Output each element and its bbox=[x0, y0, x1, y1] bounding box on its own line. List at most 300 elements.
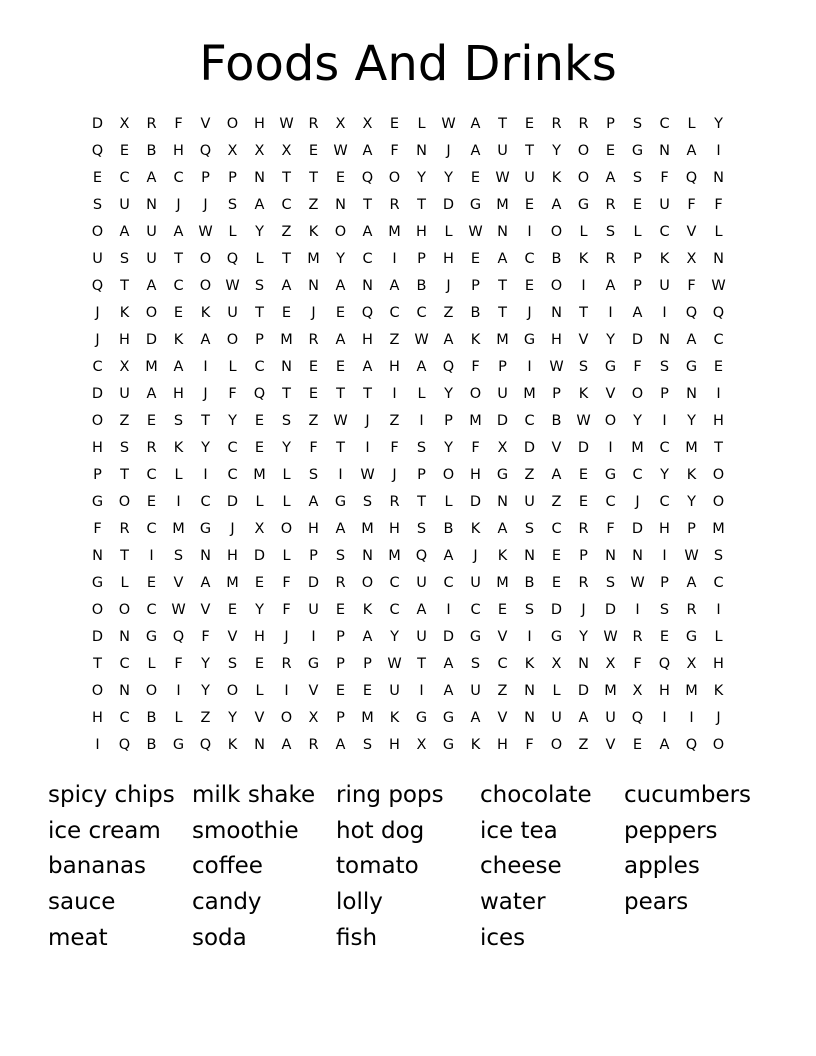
grid-letter[interactable]: G bbox=[523, 332, 536, 348]
grid-letter[interactable]: N bbox=[524, 548, 535, 564]
grid-letter[interactable]: L bbox=[255, 251, 264, 267]
grid-letter[interactable]: C bbox=[119, 710, 130, 726]
grid-letter[interactable]: Q bbox=[199, 737, 212, 753]
grid-letter[interactable]: D bbox=[226, 494, 239, 510]
grid-letter[interactable]: S bbox=[173, 413, 184, 429]
grid-letter[interactable]: H bbox=[389, 359, 400, 375]
grid-letter[interactable]: D bbox=[550, 602, 563, 618]
grid-letter[interactable]: A bbox=[146, 386, 157, 402]
grid-letter[interactable]: H bbox=[254, 629, 265, 645]
grid-letter[interactable]: I bbox=[392, 386, 397, 402]
grid-letter[interactable]: Y bbox=[444, 170, 453, 186]
grid-letter[interactable]: V bbox=[497, 629, 508, 645]
grid-letter[interactable]: O bbox=[91, 683, 104, 699]
grid-letter[interactable]: S bbox=[578, 359, 589, 375]
grid-letter[interactable]: Y bbox=[201, 683, 210, 699]
grid-letter[interactable]: M bbox=[496, 197, 509, 213]
grid-letter[interactable]: P bbox=[93, 467, 102, 483]
grid-letter[interactable]: D bbox=[253, 548, 266, 564]
grid-letter[interactable]: O bbox=[712, 737, 725, 753]
grid-letter[interactable]: T bbox=[417, 656, 426, 672]
grid-letter[interactable]: E bbox=[659, 629, 670, 645]
grid-letter[interactable]: A bbox=[443, 656, 454, 672]
grid-letter[interactable]: S bbox=[659, 359, 670, 375]
grid-letter[interactable]: O bbox=[712, 467, 725, 483]
grid-letter[interactable]: G bbox=[685, 629, 698, 645]
grid-letter[interactable]: A bbox=[146, 170, 157, 186]
grid-letter[interactable]: O bbox=[631, 386, 644, 402]
grid-letter[interactable]: J bbox=[230, 521, 235, 537]
grid-letter[interactable]: L bbox=[417, 116, 426, 132]
grid-letter[interactable]: I bbox=[662, 710, 667, 726]
grid-letter[interactable]: A bbox=[200, 575, 211, 591]
grid-letter[interactable]: S bbox=[605, 224, 616, 240]
grid-letter[interactable]: T bbox=[417, 197, 426, 213]
grid-letter[interactable]: W bbox=[387, 656, 402, 672]
grid-letter[interactable]: U bbox=[497, 386, 508, 402]
grid-letter[interactable]: Y bbox=[201, 440, 210, 456]
grid-letter[interactable]: H bbox=[659, 683, 670, 699]
grid-letter[interactable]: V bbox=[173, 575, 184, 591]
grid-letter[interactable]: X bbox=[497, 440, 508, 456]
grid-letter[interactable]: N bbox=[254, 737, 265, 753]
grid-letter[interactable]: L bbox=[228, 224, 237, 240]
grid-letter[interactable]: J bbox=[365, 413, 370, 429]
grid-letter[interactable]: J bbox=[203, 197, 208, 213]
grid-letter[interactable]: O bbox=[226, 683, 239, 699]
grid-letter[interactable]: T bbox=[93, 656, 102, 672]
grid-letter[interactable]: P bbox=[363, 656, 372, 672]
grid-letter[interactable]: D bbox=[145, 332, 158, 348]
grid-letter[interactable]: O bbox=[226, 116, 239, 132]
grid-letter[interactable]: V bbox=[605, 737, 616, 753]
grid-letter[interactable]: N bbox=[146, 197, 157, 213]
grid-letter[interactable]: I bbox=[527, 224, 532, 240]
grid-letter[interactable]: D bbox=[523, 440, 536, 456]
grid-letter[interactable]: L bbox=[255, 683, 264, 699]
grid-letter[interactable]: H bbox=[551, 332, 562, 348]
grid-letter[interactable]: E bbox=[227, 602, 238, 618]
grid-letter[interactable]: A bbox=[551, 467, 562, 483]
grid-letter[interactable]: A bbox=[551, 197, 562, 213]
grid-letter[interactable]: C bbox=[119, 170, 130, 186]
grid-letter[interactable]: M bbox=[226, 575, 239, 591]
grid-letter[interactable]: F bbox=[174, 656, 183, 672]
grid-letter[interactable]: A bbox=[173, 359, 184, 375]
grid-letter[interactable]: E bbox=[551, 548, 562, 564]
grid-letter[interactable]: N bbox=[416, 143, 427, 159]
grid-letter[interactable]: R bbox=[308, 737, 319, 753]
grid-letter[interactable]: N bbox=[686, 386, 697, 402]
grid-letter[interactable]: L bbox=[633, 224, 642, 240]
grid-letter[interactable]: S bbox=[119, 440, 130, 456]
grid-letter[interactable]: M bbox=[172, 521, 185, 537]
grid-letter[interactable]: W bbox=[630, 575, 645, 591]
grid-letter[interactable]: Q bbox=[685, 170, 698, 186]
grid-letter[interactable]: T bbox=[120, 548, 129, 564]
grid-letter[interactable]: U bbox=[524, 494, 535, 510]
grid-letter[interactable]: A bbox=[443, 332, 454, 348]
grid-letter[interactable]: R bbox=[119, 521, 130, 537]
grid-letter[interactable]: Z bbox=[524, 467, 535, 483]
grid-letter[interactable]: M bbox=[604, 683, 617, 699]
grid-letter[interactable]: D bbox=[577, 440, 590, 456]
grid-letter[interactable]: F bbox=[633, 656, 642, 672]
grid-letter[interactable]: L bbox=[417, 386, 426, 402]
grid-letter[interactable]: E bbox=[308, 143, 319, 159]
grid-letter[interactable]: K bbox=[200, 305, 211, 321]
grid-letter[interactable]: Z bbox=[578, 737, 589, 753]
grid-letter[interactable]: U bbox=[659, 278, 670, 294]
grid-letter[interactable]: C bbox=[146, 467, 157, 483]
grid-letter[interactable]: W bbox=[225, 278, 240, 294]
grid-letter[interactable]: A bbox=[308, 494, 319, 510]
grid-letter[interactable]: M bbox=[496, 332, 509, 348]
grid-letter[interactable]: A bbox=[335, 737, 346, 753]
grid-letter[interactable]: L bbox=[714, 224, 723, 240]
grid-letter[interactable]: I bbox=[392, 251, 397, 267]
grid-letter[interactable]: R bbox=[146, 116, 157, 132]
grid-letter[interactable]: V bbox=[308, 683, 319, 699]
grid-letter[interactable]: U bbox=[497, 143, 508, 159]
grid-letter[interactable]: A bbox=[254, 197, 265, 213]
grid-letter[interactable]: P bbox=[417, 251, 426, 267]
grid-letter[interactable]: K bbox=[119, 305, 130, 321]
grid-letter[interactable]: K bbox=[470, 737, 481, 753]
grid-letter[interactable]: Q bbox=[199, 143, 212, 159]
grid-letter[interactable]: X bbox=[362, 116, 373, 132]
grid-letter[interactable]: A bbox=[362, 359, 373, 375]
grid-letter[interactable]: E bbox=[308, 386, 319, 402]
grid-letter[interactable]: Q bbox=[361, 305, 374, 321]
grid-letter[interactable]: E bbox=[308, 359, 319, 375]
grid-letter[interactable]: N bbox=[119, 683, 130, 699]
grid-letter[interactable]: U bbox=[524, 170, 535, 186]
grid-letter[interactable]: K bbox=[497, 548, 508, 564]
grid-letter[interactable]: C bbox=[659, 494, 670, 510]
grid-letter[interactable]: B bbox=[416, 278, 427, 294]
grid-letter[interactable]: O bbox=[334, 224, 347, 240]
grid-letter[interactable]: U bbox=[146, 251, 157, 267]
grid-letter[interactable]: J bbox=[446, 143, 451, 159]
grid-letter[interactable]: Z bbox=[389, 413, 400, 429]
grid-letter[interactable]: P bbox=[417, 467, 426, 483]
grid-letter[interactable]: G bbox=[91, 575, 104, 591]
grid-letter[interactable]: G bbox=[550, 629, 563, 645]
grid-letter[interactable]: Q bbox=[685, 737, 698, 753]
grid-letter[interactable]: M bbox=[712, 521, 725, 537]
grid-letter[interactable]: P bbox=[687, 521, 696, 537]
grid-letter[interactable]: I bbox=[527, 629, 532, 645]
grid-letter[interactable]: H bbox=[389, 737, 400, 753]
grid-letter[interactable]: N bbox=[254, 170, 265, 186]
grid-letter[interactable]: C bbox=[173, 170, 184, 186]
grid-letter[interactable]: K bbox=[659, 251, 670, 267]
grid-letter[interactable]: J bbox=[203, 386, 208, 402]
grid-letter[interactable]: O bbox=[604, 413, 617, 429]
grid-letter[interactable]: W bbox=[711, 278, 726, 294]
grid-letter[interactable]: W bbox=[684, 548, 699, 564]
grid-letter[interactable]: G bbox=[199, 521, 212, 537]
grid-letter[interactable]: P bbox=[498, 359, 507, 375]
grid-letter[interactable]: Z bbox=[551, 494, 562, 510]
grid-letter[interactable]: I bbox=[446, 602, 451, 618]
grid-letter[interactable]: L bbox=[282, 494, 291, 510]
grid-letter[interactable]: R bbox=[551, 116, 562, 132]
grid-letter[interactable]: T bbox=[309, 170, 318, 186]
grid-letter[interactable]: Q bbox=[685, 305, 698, 321]
grid-letter[interactable]: N bbox=[713, 251, 724, 267]
grid-letter[interactable]: C bbox=[443, 575, 454, 591]
grid-letter[interactable]: R bbox=[578, 575, 589, 591]
grid-letter[interactable]: M bbox=[469, 413, 482, 429]
grid-letter[interactable]: P bbox=[552, 386, 561, 402]
grid-letter[interactable]: Q bbox=[442, 359, 455, 375]
grid-letter[interactable]: Y bbox=[687, 494, 696, 510]
grid-letter[interactable]: I bbox=[608, 305, 613, 321]
grid-letter[interactable]: Y bbox=[255, 602, 264, 618]
grid-letter[interactable]: C bbox=[146, 521, 157, 537]
grid-letter[interactable]: L bbox=[174, 710, 183, 726]
grid-letter[interactable]: C bbox=[605, 494, 616, 510]
grid-letter[interactable]: A bbox=[281, 737, 292, 753]
grid-letter[interactable]: C bbox=[659, 224, 670, 240]
grid-letter[interactable]: P bbox=[633, 278, 642, 294]
grid-letter[interactable]: Y bbox=[660, 467, 669, 483]
grid-letter[interactable]: N bbox=[551, 305, 562, 321]
grid-letter[interactable]: A bbox=[686, 143, 697, 159]
grid-letter[interactable]: V bbox=[497, 710, 508, 726]
grid-letter[interactable]: T bbox=[579, 305, 588, 321]
grid-letter[interactable]: I bbox=[581, 278, 586, 294]
grid-letter[interactable]: U bbox=[146, 224, 157, 240]
grid-letter[interactable]: Q bbox=[253, 386, 266, 402]
grid-letter[interactable]: W bbox=[333, 143, 348, 159]
grid-letter[interactable]: C bbox=[470, 602, 481, 618]
grid-letter[interactable]: G bbox=[442, 710, 455, 726]
grid-letter[interactable]: A bbox=[659, 737, 670, 753]
grid-letter[interactable]: I bbox=[635, 602, 640, 618]
grid-letter[interactable]: W bbox=[171, 602, 186, 618]
grid-letter[interactable]: E bbox=[335, 305, 346, 321]
grid-letter[interactable]: E bbox=[362, 683, 373, 699]
grid-letter[interactable]: W bbox=[360, 467, 375, 483]
grid-letter[interactable]: D bbox=[442, 629, 455, 645]
grid-letter[interactable]: T bbox=[174, 251, 183, 267]
grid-letter[interactable]: R bbox=[686, 602, 697, 618]
grid-letter[interactable]: O bbox=[280, 710, 293, 726]
grid-letter[interactable]: W bbox=[441, 116, 456, 132]
grid-letter[interactable]: C bbox=[416, 305, 427, 321]
grid-letter[interactable]: A bbox=[362, 143, 373, 159]
grid-letter[interactable]: L bbox=[444, 224, 453, 240]
grid-letter[interactable]: E bbox=[146, 575, 157, 591]
grid-letter[interactable]: W bbox=[198, 224, 213, 240]
grid-letter[interactable]: I bbox=[176, 683, 181, 699]
grid-letter[interactable]: I bbox=[176, 494, 181, 510]
grid-letter[interactable]: C bbox=[659, 116, 670, 132]
grid-letter[interactable]: G bbox=[469, 629, 482, 645]
grid-letter[interactable]: Z bbox=[308, 197, 319, 213]
grid-letter[interactable]: O bbox=[442, 467, 455, 483]
grid-letter[interactable]: R bbox=[605, 197, 616, 213]
grid-letter[interactable]: O bbox=[712, 494, 725, 510]
grid-letter[interactable]: D bbox=[577, 683, 590, 699]
grid-letter[interactable]: D bbox=[496, 413, 509, 429]
grid-letter[interactable]: U bbox=[308, 602, 319, 618]
grid-letter[interactable]: C bbox=[173, 278, 184, 294]
grid-letter[interactable]: O bbox=[199, 251, 212, 267]
grid-letter[interactable]: Z bbox=[308, 413, 319, 429]
grid-letter[interactable]: R bbox=[578, 116, 589, 132]
grid-letter[interactable]: M bbox=[523, 386, 536, 402]
grid-letter[interactable]: M bbox=[361, 521, 374, 537]
grid-letter[interactable]: N bbox=[524, 683, 535, 699]
grid-letter[interactable]: A bbox=[470, 143, 481, 159]
grid-letter[interactable]: S bbox=[524, 521, 535, 537]
grid-letter[interactable]: O bbox=[91, 602, 104, 618]
grid-letter[interactable]: Z bbox=[281, 224, 292, 240]
grid-letter[interactable]: O bbox=[199, 278, 212, 294]
grid-letter[interactable]: G bbox=[685, 359, 698, 375]
grid-letter[interactable]: V bbox=[686, 224, 697, 240]
grid-letter[interactable]: M bbox=[388, 224, 401, 240]
grid-letter[interactable]: X bbox=[254, 521, 265, 537]
grid-letter[interactable]: H bbox=[119, 332, 130, 348]
grid-letter[interactable]: S bbox=[524, 602, 535, 618]
grid-letter[interactable]: L bbox=[228, 359, 237, 375]
grid-letter[interactable]: U bbox=[119, 386, 130, 402]
grid-letter[interactable]: N bbox=[524, 710, 535, 726]
grid-letter[interactable]: N bbox=[362, 278, 373, 294]
grid-letter[interactable]: A bbox=[335, 521, 346, 537]
grid-letter[interactable]: H bbox=[443, 251, 454, 267]
grid-letter[interactable]: Q bbox=[712, 305, 725, 321]
grid-letter[interactable]: A bbox=[416, 359, 427, 375]
grid-letter[interactable]: X bbox=[119, 359, 130, 375]
grid-letter[interactable]: Y bbox=[606, 332, 615, 348]
grid-letter[interactable]: G bbox=[577, 197, 590, 213]
grid-letter[interactable]: J bbox=[473, 548, 478, 564]
grid-letter[interactable]: G bbox=[415, 710, 428, 726]
grid-letter[interactable]: E bbox=[146, 494, 157, 510]
grid-letter[interactable]: I bbox=[608, 440, 613, 456]
grid-letter[interactable]: Z bbox=[497, 683, 508, 699]
grid-letter[interactable]: J bbox=[284, 629, 289, 645]
grid-letter[interactable]: O bbox=[469, 386, 482, 402]
grid-letter[interactable]: K bbox=[308, 224, 319, 240]
grid-letter[interactable]: F bbox=[93, 521, 102, 537]
grid-letter[interactable]: D bbox=[91, 629, 104, 645]
grid-letter[interactable]: N bbox=[92, 548, 103, 564]
grid-letter[interactable]: C bbox=[389, 575, 400, 591]
grid-letter[interactable]: V bbox=[200, 602, 211, 618]
grid-letter[interactable]: P bbox=[309, 548, 318, 564]
grid-letter[interactable]: W bbox=[279, 116, 294, 132]
grid-letter[interactable]: L bbox=[255, 494, 264, 510]
grid-letter[interactable]: T bbox=[498, 305, 507, 321]
grid-letter[interactable]: C bbox=[713, 575, 724, 591]
grid-letter[interactable]: Q bbox=[415, 548, 428, 564]
grid-letter[interactable]: F bbox=[390, 440, 399, 456]
grid-letter[interactable]: D bbox=[631, 332, 644, 348]
grid-letter[interactable]: I bbox=[716, 386, 721, 402]
grid-letter[interactable]: B bbox=[146, 710, 157, 726]
grid-letter[interactable]: K bbox=[524, 656, 535, 672]
grid-letter[interactable]: P bbox=[201, 170, 210, 186]
grid-letter[interactable]: F bbox=[390, 143, 399, 159]
grid-letter[interactable]: E bbox=[713, 359, 724, 375]
grid-letter[interactable]: K bbox=[173, 440, 184, 456]
grid-letter[interactable]: S bbox=[605, 575, 616, 591]
grid-letter[interactable]: F bbox=[606, 521, 615, 537]
grid-letter[interactable]: U bbox=[470, 683, 481, 699]
grid-letter[interactable]: E bbox=[524, 197, 535, 213]
grid-letter[interactable]: I bbox=[365, 440, 370, 456]
grid-letter[interactable]: J bbox=[446, 278, 451, 294]
grid-letter[interactable]: P bbox=[471, 278, 480, 294]
grid-letter[interactable]: T bbox=[282, 170, 291, 186]
grid-letter[interactable]: O bbox=[145, 305, 158, 321]
grid-letter[interactable]: B bbox=[470, 305, 481, 321]
grid-letter[interactable]: E bbox=[335, 359, 346, 375]
grid-letter[interactable]: S bbox=[335, 548, 346, 564]
grid-letter[interactable]: V bbox=[200, 116, 211, 132]
grid-letter[interactable]: L bbox=[282, 548, 291, 564]
grid-letter[interactable]: S bbox=[659, 602, 670, 618]
grid-letter[interactable]: W bbox=[576, 413, 591, 429]
grid-letter[interactable]: Q bbox=[631, 710, 644, 726]
grid-letter[interactable]: P bbox=[228, 170, 237, 186]
grid-letter[interactable]: E bbox=[119, 143, 130, 159]
grid-letter[interactable]: C bbox=[389, 305, 400, 321]
grid-letter[interactable]: M bbox=[685, 683, 698, 699]
grid-letter[interactable]: Y bbox=[282, 440, 291, 456]
grid-letter[interactable]: Y bbox=[390, 629, 399, 645]
grid-letter[interactable]: Q bbox=[226, 251, 239, 267]
grid-letter[interactable]: P bbox=[336, 629, 345, 645]
grid-letter[interactable]: A bbox=[443, 548, 454, 564]
grid-letter[interactable]: U bbox=[416, 575, 427, 591]
grid-letter[interactable]: A bbox=[686, 332, 697, 348]
grid-letter[interactable]: H bbox=[416, 224, 427, 240]
grid-letter[interactable]: E bbox=[497, 602, 508, 618]
grid-letter[interactable]: P bbox=[255, 332, 264, 348]
grid-letter[interactable]: M bbox=[280, 332, 293, 348]
grid-letter[interactable]: X bbox=[686, 251, 697, 267]
grid-letter[interactable]: I bbox=[311, 629, 316, 645]
grid-letter[interactable]: X bbox=[227, 143, 238, 159]
grid-letter[interactable]: M bbox=[685, 440, 698, 456]
grid-letter[interactable]: K bbox=[551, 170, 562, 186]
grid-letter[interactable]: P bbox=[633, 251, 642, 267]
grid-letter[interactable]: N bbox=[497, 224, 508, 240]
grid-letter[interactable]: K bbox=[578, 386, 589, 402]
grid-letter[interactable]: G bbox=[172, 737, 185, 753]
grid-letter[interactable]: B bbox=[146, 143, 157, 159]
grid-letter[interactable]: A bbox=[605, 170, 616, 186]
grid-letter[interactable]: G bbox=[496, 467, 509, 483]
grid-letter[interactable]: T bbox=[363, 386, 372, 402]
grid-letter[interactable]: Y bbox=[444, 440, 453, 456]
grid-letter[interactable]: C bbox=[254, 359, 265, 375]
grid-letter[interactable]: F bbox=[309, 440, 318, 456]
grid-letter[interactable]: G bbox=[145, 629, 158, 645]
grid-letter[interactable]: M bbox=[361, 710, 374, 726]
grid-letter[interactable]: A bbox=[470, 116, 481, 132]
grid-letter[interactable]: M bbox=[307, 251, 320, 267]
grid-letter[interactable]: C bbox=[632, 467, 643, 483]
